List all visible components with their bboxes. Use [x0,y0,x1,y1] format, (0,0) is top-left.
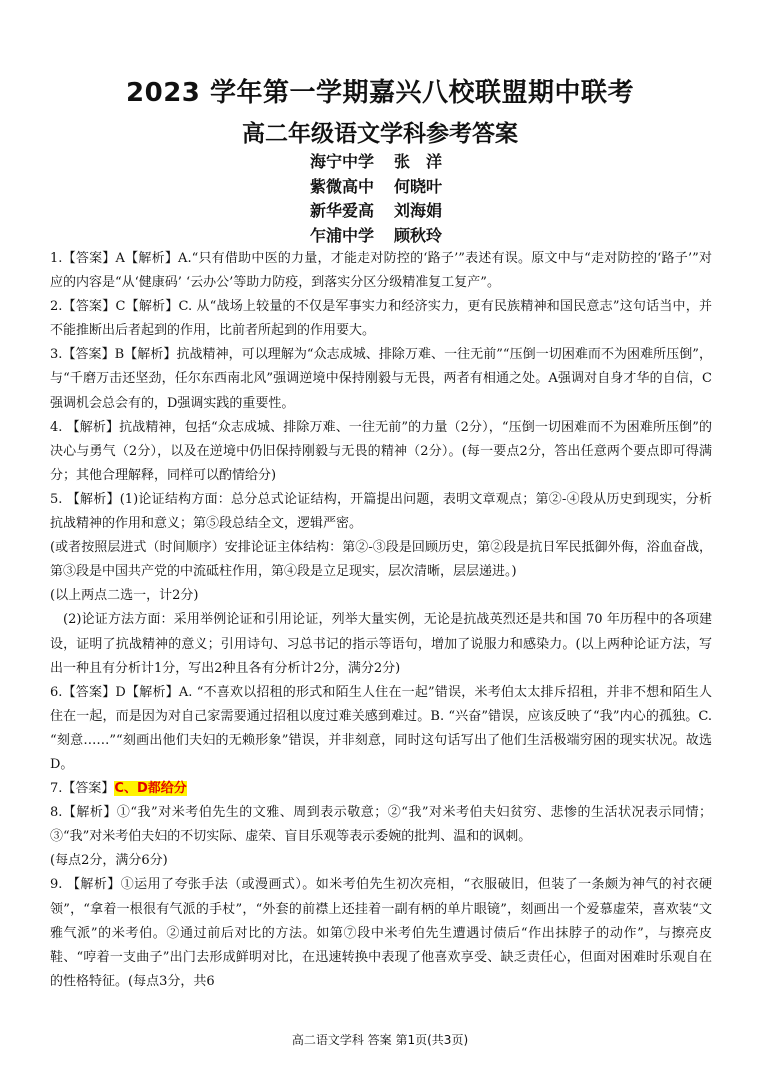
author-entry [310,224,442,249]
answer-q5-structure: 5. 【解析】(1)论证结构方面：总分总式论证结构，开篇提出问题，表明文章观点；第②-④段从历史到现实，分析抗战精神的作用和意义；第⑤段总结全文，逻辑严密。 [50,491,712,532]
author-entry [310,199,442,224]
answer-q7 [50,777,712,801]
answer-q9: 9. 【解析】①运用了夸张手法（或漫画式）。如米考伯先生初次亮相，“衣服破旧，但装了一条颇为神气的衬衣硬领”，“拿着一根很有气派的手杖”，“外套的前襟上还挂着一副有柄的单片眼镜”，刻画出一个爱慕虚荣，喜欢装“文雅气派”的米考伯。②通过前后对比的方法。如第⑦段中米考伯先生遭遇讨债后“作出抹脖子的动作”，与擦亮皮鞋、“哼着一支曲子”出门去形成鲜明对比，在迅速转换中表现了他喜欢享受、缺乏责任心，但面对困难时乐观自在的性格特征。(每点3分，共6 [50,877,712,989]
author-name: 张 洋 [394,152,443,171]
answer-q3: 3.【答案】B【解析】抗战精神，可以理解为“众志成城、排除万难、一往无前”“压倒一切困难而不为困难所压倒”，与“千磨万击还坚劲，任尔东西南北风”强调逆境中保持刚毅与无畏，两者有相通之处。A强调对自身才华的自信，C强调机会总会有的，D强调实践的重要性。 [50,347,712,411]
answer-q8-scoring-note: (每点2分，满分6分) [50,853,168,869]
author-entry [310,150,442,175]
author-school: 新华爱高 [310,201,375,220]
answer-q1: 1.【答案】A【解析】A.“只有借助中医的力量，才能走对防控的‘路子’”表述有误。原文中与“走对防控的‘路子’”对应的内容是“从‘健康码’ ‘云办公’等助力防疫，到落实分区分级精准复工复产”。 [50,251,712,291]
author-school: 乍浦中学 [310,225,375,245]
answer-body [50,247,712,994]
author-name: 何晓叶 [394,176,443,196]
answer-q5-scoring-note: (以上两点二选一，计2分) [50,588,199,604]
answer-q8: 8.【解析】①“我”对米考伯先生的文雅、周到表示敬意；②“我”对米考伯夫妇贫穷、悲惨的生活状况表示同情；③“我”对米考伯夫妇的不切实际、虚荣、盲目乐观等表示委婉的批判、温和的讽刺。 [50,805,712,845]
author-school: 海宁中学 [310,152,375,171]
answer-q7-highlight: C、D都给分 [114,781,187,797]
author-name: 顾秋玲 [394,225,443,245]
answer-q5-alternative: (或者按照层进式（时间顺序）安排论证主体结构：第②-③段是回顾历史，第②段是抗日军民抵御外侮，浴血奋战，第③段是中国共产党的中流砥柱作用，第④段是立足现实，层次清晰，层层递进。) [50,540,712,580]
author-school: 紫微高中 [310,176,375,196]
answer-q5-methods: (2)论证方法方面：采用举例论证和引用论证，列举大量实例，无论是抗战英烈还是共和国 70 年历程中的各项建设，证明了抗战精神的意义；引用诗句、习总书记的指示等语句，增加了说服力和感染力。(以上两种论证方法，写出一种且有分析计1分，写出2种且各有分析计2分，满分2分) [50,612,712,676]
answer-q4: 4. 【解析】抗战精神，包括“众志成城、排除万难、一往无前”的力量（2分），“压倒一切困难而不为困难所压倒”的决心与勇气（2分），以及在逆境中仍旧保持刚毅与无畏的精神（2分）。(每一要点2分，答出任意两个要点即可得满分；其他合理解释，同样可以酌情给分) [50,419,712,483]
document-title: 2023 学年第一学期嘉兴八校联盟期中联考 [126,78,634,108]
document-subtitle: 高二年级语文学科参考答案 [242,121,518,147]
page-footer: 高二语文学科 答案 第1页(共3页) [291,1033,469,1047]
author-list [310,150,442,248]
author-entry [310,175,442,200]
answer-q2: 2.【答案】C【解析】C. 从“战场上较量的不仅是军事实力和经济实力，更有民族精神和国民意志”这句话当中，并不能推断出后者起到的作用，比前者所起到的作用要大。 [50,299,712,339]
answer-q6: 6.【答案】D【解析】A. “不喜欢以招租的形式和陌生人住在一起”错误，米考伯太太排斥招租，并非不想和陌生人住在一起，而是因为对自己家需要通过招租以度过难关感到难过。B. “兴奋”错误，应该反映了“我”内心的孤独。C. “刻意……”“刻画出他们夫妇的无赖形象”错误，并非刻意，同时这句话写出了他们生活极端穷困的现实状况。故选D。 [50,684,712,772]
answer-q7-label: 7.【答案】 [50,781,115,797]
author-name: 刘海娟 [394,201,443,220]
